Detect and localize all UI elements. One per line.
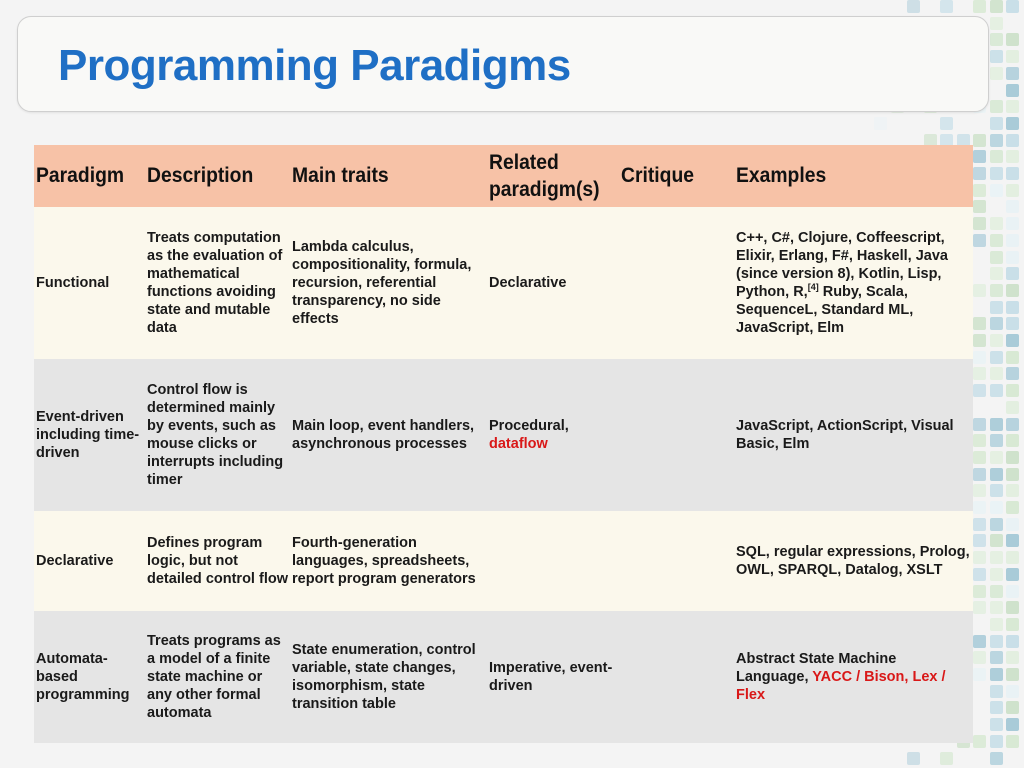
mosaic-tile: [990, 585, 1003, 598]
mosaic-tile: [990, 601, 1003, 614]
mosaic-tile: [990, 484, 1003, 497]
mosaic-tile: [940, 0, 953, 13]
mosaic-tile: [1006, 735, 1019, 748]
header-main-traits: Main traits: [290, 145, 487, 207]
cell-examples: SQL, regular expressions, Prolog, OWL, SPARQL, Datalog, XSLT: [734, 511, 973, 611]
cell-traits: State enumeration, control variable, state changes, isomorphism, state transition table: [290, 611, 487, 743]
mosaic-tile: [1006, 635, 1019, 648]
table-header-row: [34, 145, 973, 207]
cell-paradigm: Declarative: [34, 511, 145, 611]
mosaic-tile: [973, 150, 986, 163]
mosaic-tile: [990, 284, 1003, 297]
mosaic-tile: [1006, 217, 1019, 230]
header-critique: Critique: [619, 145, 734, 207]
mosaic-tile: [990, 534, 1003, 547]
mosaic-tile: [1006, 534, 1019, 547]
mosaic-tile: [1006, 117, 1019, 130]
cell-related: Imperative, event-driven: [487, 611, 619, 743]
mosaic-tile: [1006, 418, 1019, 431]
mosaic-tile: [1006, 501, 1019, 514]
mosaic-tile: [1006, 468, 1019, 481]
mosaic-tile: [1006, 451, 1019, 464]
mosaic-tile: [1006, 50, 1019, 63]
mosaic-tile: [973, 0, 986, 13]
mosaic-tile: [990, 451, 1003, 464]
cell-description: Control flow is determined mainly by events, such as mouse clicks or interrupts including timer: [145, 359, 290, 511]
mosaic-tile: [990, 351, 1003, 364]
mosaic-tile: [990, 384, 1003, 397]
mosaic-tile: [973, 317, 986, 330]
cell-description: Treats computation as the evaluation of mathematical functions avoiding state and mutable data: [145, 207, 290, 359]
cell-related: Declarative: [487, 207, 619, 359]
mosaic-tile: [973, 501, 986, 514]
mosaic-tile: [1006, 668, 1019, 681]
cell-critique: [619, 359, 734, 511]
mosaic-tile: [990, 251, 1003, 264]
mosaic-tile: [990, 701, 1003, 714]
mosaic-tile: [990, 301, 1003, 314]
cell-examples: C++, C#, Clojure, Coffeescript, Elixir, Erlang, F#, Haskell, Java (since version 8), Kotlin, Lisp, Python, R,[4] Ruby, Scala, SequenceL, Standard ML, JavaScript, Elm: [734, 207, 973, 359]
mosaic-tile: [990, 50, 1003, 63]
table-row: [34, 511, 973, 611]
table-row: [34, 207, 973, 359]
page-title: Programming Paradigms: [58, 41, 571, 90]
mosaic-tile: [1006, 334, 1019, 347]
mosaic-tile: [1006, 234, 1019, 247]
mosaic-tile: [1006, 484, 1019, 497]
mosaic-tile: [990, 618, 1003, 631]
header-examples: Examples: [734, 145, 973, 207]
mosaic-tile: [1006, 434, 1019, 447]
citation-link[interactable]: [4]: [807, 282, 819, 293]
header-related-paradigms: Related paradigm(s): [487, 145, 619, 207]
cell-traits: Main loop, event handlers, asynchronous processes: [290, 359, 487, 511]
mosaic-tile: [1006, 267, 1019, 280]
mosaic-tile: [973, 451, 986, 464]
mosaic-tile: [907, 752, 920, 765]
title-panel: [17, 16, 989, 112]
mosaic-tile: [973, 418, 986, 431]
cell-related: Procedural, dataflow: [487, 359, 619, 511]
mosaic-tile: [973, 518, 986, 531]
mosaic-tile: [990, 0, 1003, 13]
mosaic-tile: [990, 234, 1003, 247]
mosaic-tile: [1006, 200, 1019, 213]
cell-related: [487, 511, 619, 611]
mosaic-tile: [973, 585, 986, 598]
mosaic-tile: [973, 134, 986, 147]
mosaic-tile: [907, 0, 920, 13]
mosaic-tile: [990, 501, 1003, 514]
table-row: [34, 359, 973, 511]
mosaic-tile: [973, 200, 986, 213]
mosaic-tile: [1006, 33, 1019, 46]
mosaic-tile: [990, 718, 1003, 731]
mosaic-tile: [990, 33, 1003, 46]
mosaic-tile: [1006, 150, 1019, 163]
table-row: [34, 611, 973, 743]
mosaic-tile: [1006, 317, 1019, 330]
mosaic-tile: [973, 367, 986, 380]
header-description: Description: [145, 145, 290, 207]
mosaic-tile: [973, 635, 986, 648]
yacc-lex-link[interactable]: YACC / Bison, Lex / Flex: [736, 669, 946, 703]
mosaic-tile: [990, 184, 1003, 197]
mosaic-tile: [1006, 551, 1019, 564]
cell-critique: [619, 207, 734, 359]
mosaic-tile: [1006, 384, 1019, 397]
mosaic-tile: [990, 418, 1003, 431]
cell-critique: [619, 511, 734, 611]
mosaic-tile: [990, 117, 1003, 130]
mosaic-tile: [1006, 651, 1019, 664]
mosaic-tile: [990, 217, 1003, 230]
mosaic-tile: [1006, 568, 1019, 581]
mosaic-tile: [973, 334, 986, 347]
paradigms-table: [34, 145, 973, 743]
mosaic-tile: [874, 117, 887, 130]
mosaic-tile: [973, 384, 986, 397]
mosaic-tile: [990, 67, 1003, 80]
mosaic-tile: [990, 334, 1003, 347]
mosaic-tile: [1006, 351, 1019, 364]
mosaic-tile: [1006, 718, 1019, 731]
mosaic-tile: [973, 484, 986, 497]
mosaic-tile: [990, 267, 1003, 280]
cell-examples: Abstract State Machine Language, YACC / Bison, Lex / Flex: [734, 611, 973, 743]
mosaic-tile: [1006, 701, 1019, 714]
cell-critique: [619, 611, 734, 743]
dataflow-link[interactable]: dataflow: [489, 436, 548, 452]
mosaic-tile: [990, 651, 1003, 664]
mosaic-tile: [1006, 84, 1019, 97]
mosaic-tile: [990, 752, 1003, 765]
mosaic-tile: [973, 551, 986, 564]
mosaic-tile: [990, 735, 1003, 748]
mosaic-tile: [990, 434, 1003, 447]
mosaic-tile: [990, 134, 1003, 147]
mosaic-tile: [973, 568, 986, 581]
mosaic-tile: [990, 367, 1003, 380]
mosaic-tile: [973, 284, 986, 297]
mosaic-tile: [1006, 67, 1019, 80]
mosaic-tile: [990, 668, 1003, 681]
mosaic-tile: [1006, 167, 1019, 180]
cell-traits: Fourth-generation languages, spreadsheets, report program generators: [290, 511, 487, 611]
mosaic-tile: [1006, 601, 1019, 614]
mosaic-tile: [940, 117, 953, 130]
cell-description: Defines program logic, but not detailed control flow: [145, 511, 290, 611]
cell-paradigm: Automata-based programming: [34, 611, 145, 743]
mosaic-tile: [990, 518, 1003, 531]
mosaic-tile: [990, 685, 1003, 698]
mosaic-tile: [990, 100, 1003, 113]
mosaic-tile: [1006, 585, 1019, 598]
mosaic-tile: [973, 184, 986, 197]
header-paradigm: Paradigm: [34, 145, 145, 207]
mosaic-tile: [973, 234, 986, 247]
mosaic-tile: [1006, 401, 1019, 414]
mosaic-tile: [990, 551, 1003, 564]
mosaic-tile: [973, 668, 986, 681]
mosaic-tile: [1006, 0, 1019, 13]
cell-examples: JavaScript, ActionScript, Visual Basic, Elm: [734, 359, 973, 511]
cell-description: Treats programs as a model of a finite state machine or any other formal automata: [145, 611, 290, 743]
mosaic-tile: [973, 434, 986, 447]
mosaic-tile: [990, 167, 1003, 180]
mosaic-tile: [1006, 685, 1019, 698]
mosaic-tile: [990, 568, 1003, 581]
mosaic-tile: [973, 217, 986, 230]
mosaic-tile: [1006, 367, 1019, 380]
mosaic-tile: [1006, 518, 1019, 531]
cell-paradigm: Event-driven including time-driven: [34, 359, 145, 511]
mosaic-tile: [990, 17, 1003, 30]
mosaic-tile: [1006, 618, 1019, 631]
cell-paradigm: Functional: [34, 207, 145, 359]
mosaic-tile: [1006, 100, 1019, 113]
mosaic-tile: [973, 167, 986, 180]
mosaic-tile: [1006, 284, 1019, 297]
mosaic-tile: [973, 468, 986, 481]
mosaic-tile: [990, 468, 1003, 481]
mosaic-tile: [990, 150, 1003, 163]
mosaic-tile: [1006, 134, 1019, 147]
mosaic-tile: [990, 635, 1003, 648]
mosaic-tile: [1006, 301, 1019, 314]
mosaic-tile: [973, 601, 986, 614]
mosaic-tile: [940, 752, 953, 765]
mosaic-tile: [973, 534, 986, 547]
mosaic-tile: [1006, 251, 1019, 264]
mosaic-tile: [973, 351, 986, 364]
cell-traits: Lambda calculus, compositionality, formula, recursion, referential transparency, no side effects: [290, 207, 487, 359]
mosaic-tile: [1006, 184, 1019, 197]
mosaic-tile: [973, 735, 986, 748]
mosaic-tile: [990, 317, 1003, 330]
mosaic-tile: [973, 651, 986, 664]
